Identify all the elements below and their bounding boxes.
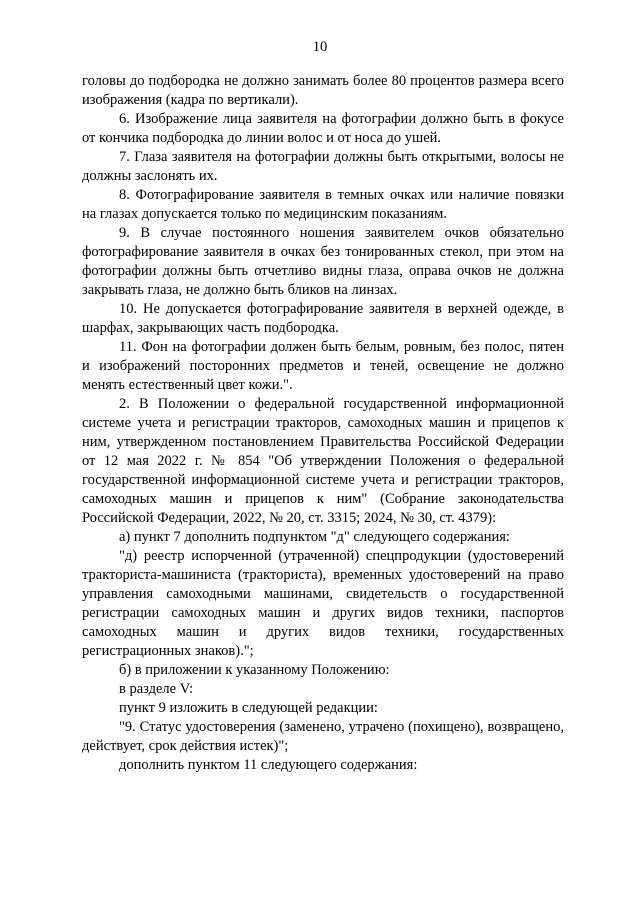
paragraph-point-11-intro: дополнить пунктом 11 следующего содержания: bbox=[119, 757, 418, 773]
paragraph-section-2: 2. В Положении о федеральной государственной информационной системе учета и регистрации тракторов, самоходных машин и прицепов к ним, утвержденном постановлением Правительства Российской Федерации от 12 мая 2022 г. № 854 "Об утверждении Положения о федеральной государственной информационной системе учета и регистрации тракторов, самоходных машин и прицепов к ним" (Собрание законодательства Российской Федерации, 2022, № 20, ст. 3315; 2024, № 30, ст. 4379): bbox=[82, 396, 564, 526]
paragraph-quote-9: "9. Статус удостоверения (заменено, утрачено (похищено), возвращено, действует, срок действия истек)"; bbox=[82, 719, 564, 754]
page-number: 10 bbox=[312, 39, 328, 55]
paragraph-item-11: 11. Фон на фотографии должен быть белым, ровным, без полос, пятен и изображений посторонних предметов и теней, освещение не должно менять естественный цвет кожи.". bbox=[82, 339, 564, 393]
paragraph-section-v: в разделе V: bbox=[119, 681, 194, 697]
paragraph-item-8: 8. Фотографирование заявителя в темных очках или наличие повязки на глазах допускается только по медицинским показаниям. bbox=[82, 187, 564, 222]
paragraph-item-7: 7. Глаза заявителя на фотографии должны быть открытыми, волосы не должны заслонять их. bbox=[82, 149, 564, 184]
paragraph-item-10: 10. Не допускается фотографирование заявителя в верхней одежде, в шарфах, закрывающих часть подбородка. bbox=[82, 301, 564, 336]
paragraph-item-6: 6. Изображение лица заявителя на фотографии должно быть в фокусе от кончика подбородка до линии волос и от носа до ушей. bbox=[82, 111, 564, 146]
paragraph-point-9-intro: пункт 9 изложить в следующей редакции: bbox=[119, 700, 378, 716]
paragraph-subitem-b: б) в приложении к указанному Положению: bbox=[119, 662, 390, 678]
paragraph-item-9: 9. В случае постоянного ношения заявителем очков обязательно фотографирование заявителя в очках без тонированных стекол, при этом на фотографии должны быть отчетливо видны глаза, оправа очков не должна закрывать глаза, не должно быть бликов на линзах. bbox=[82, 225, 564, 298]
paragraph-subitem-a: а) пункт 7 дополнить подпунктом "д" следующего содержания: bbox=[119, 529, 510, 545]
paragraph-quote-d: "д) реестр испорченной (утраченной) спецпродукции (удостоверений тракториста-машиниста (тракториста), временных удостоверений на право управления самоходными машинами, свидетельств о государственной регистрации самоходных машин и других видов техники, паспортов самоходных машин и других видов техники, государственных регистрационных знаков)."; bbox=[82, 548, 564, 659]
paragraph-continuation: головы до подбородка не должно занимать более 80 процентов размера всего изображения (кадра по вертикали). bbox=[82, 73, 564, 108]
document-body bbox=[82, 72, 564, 775]
